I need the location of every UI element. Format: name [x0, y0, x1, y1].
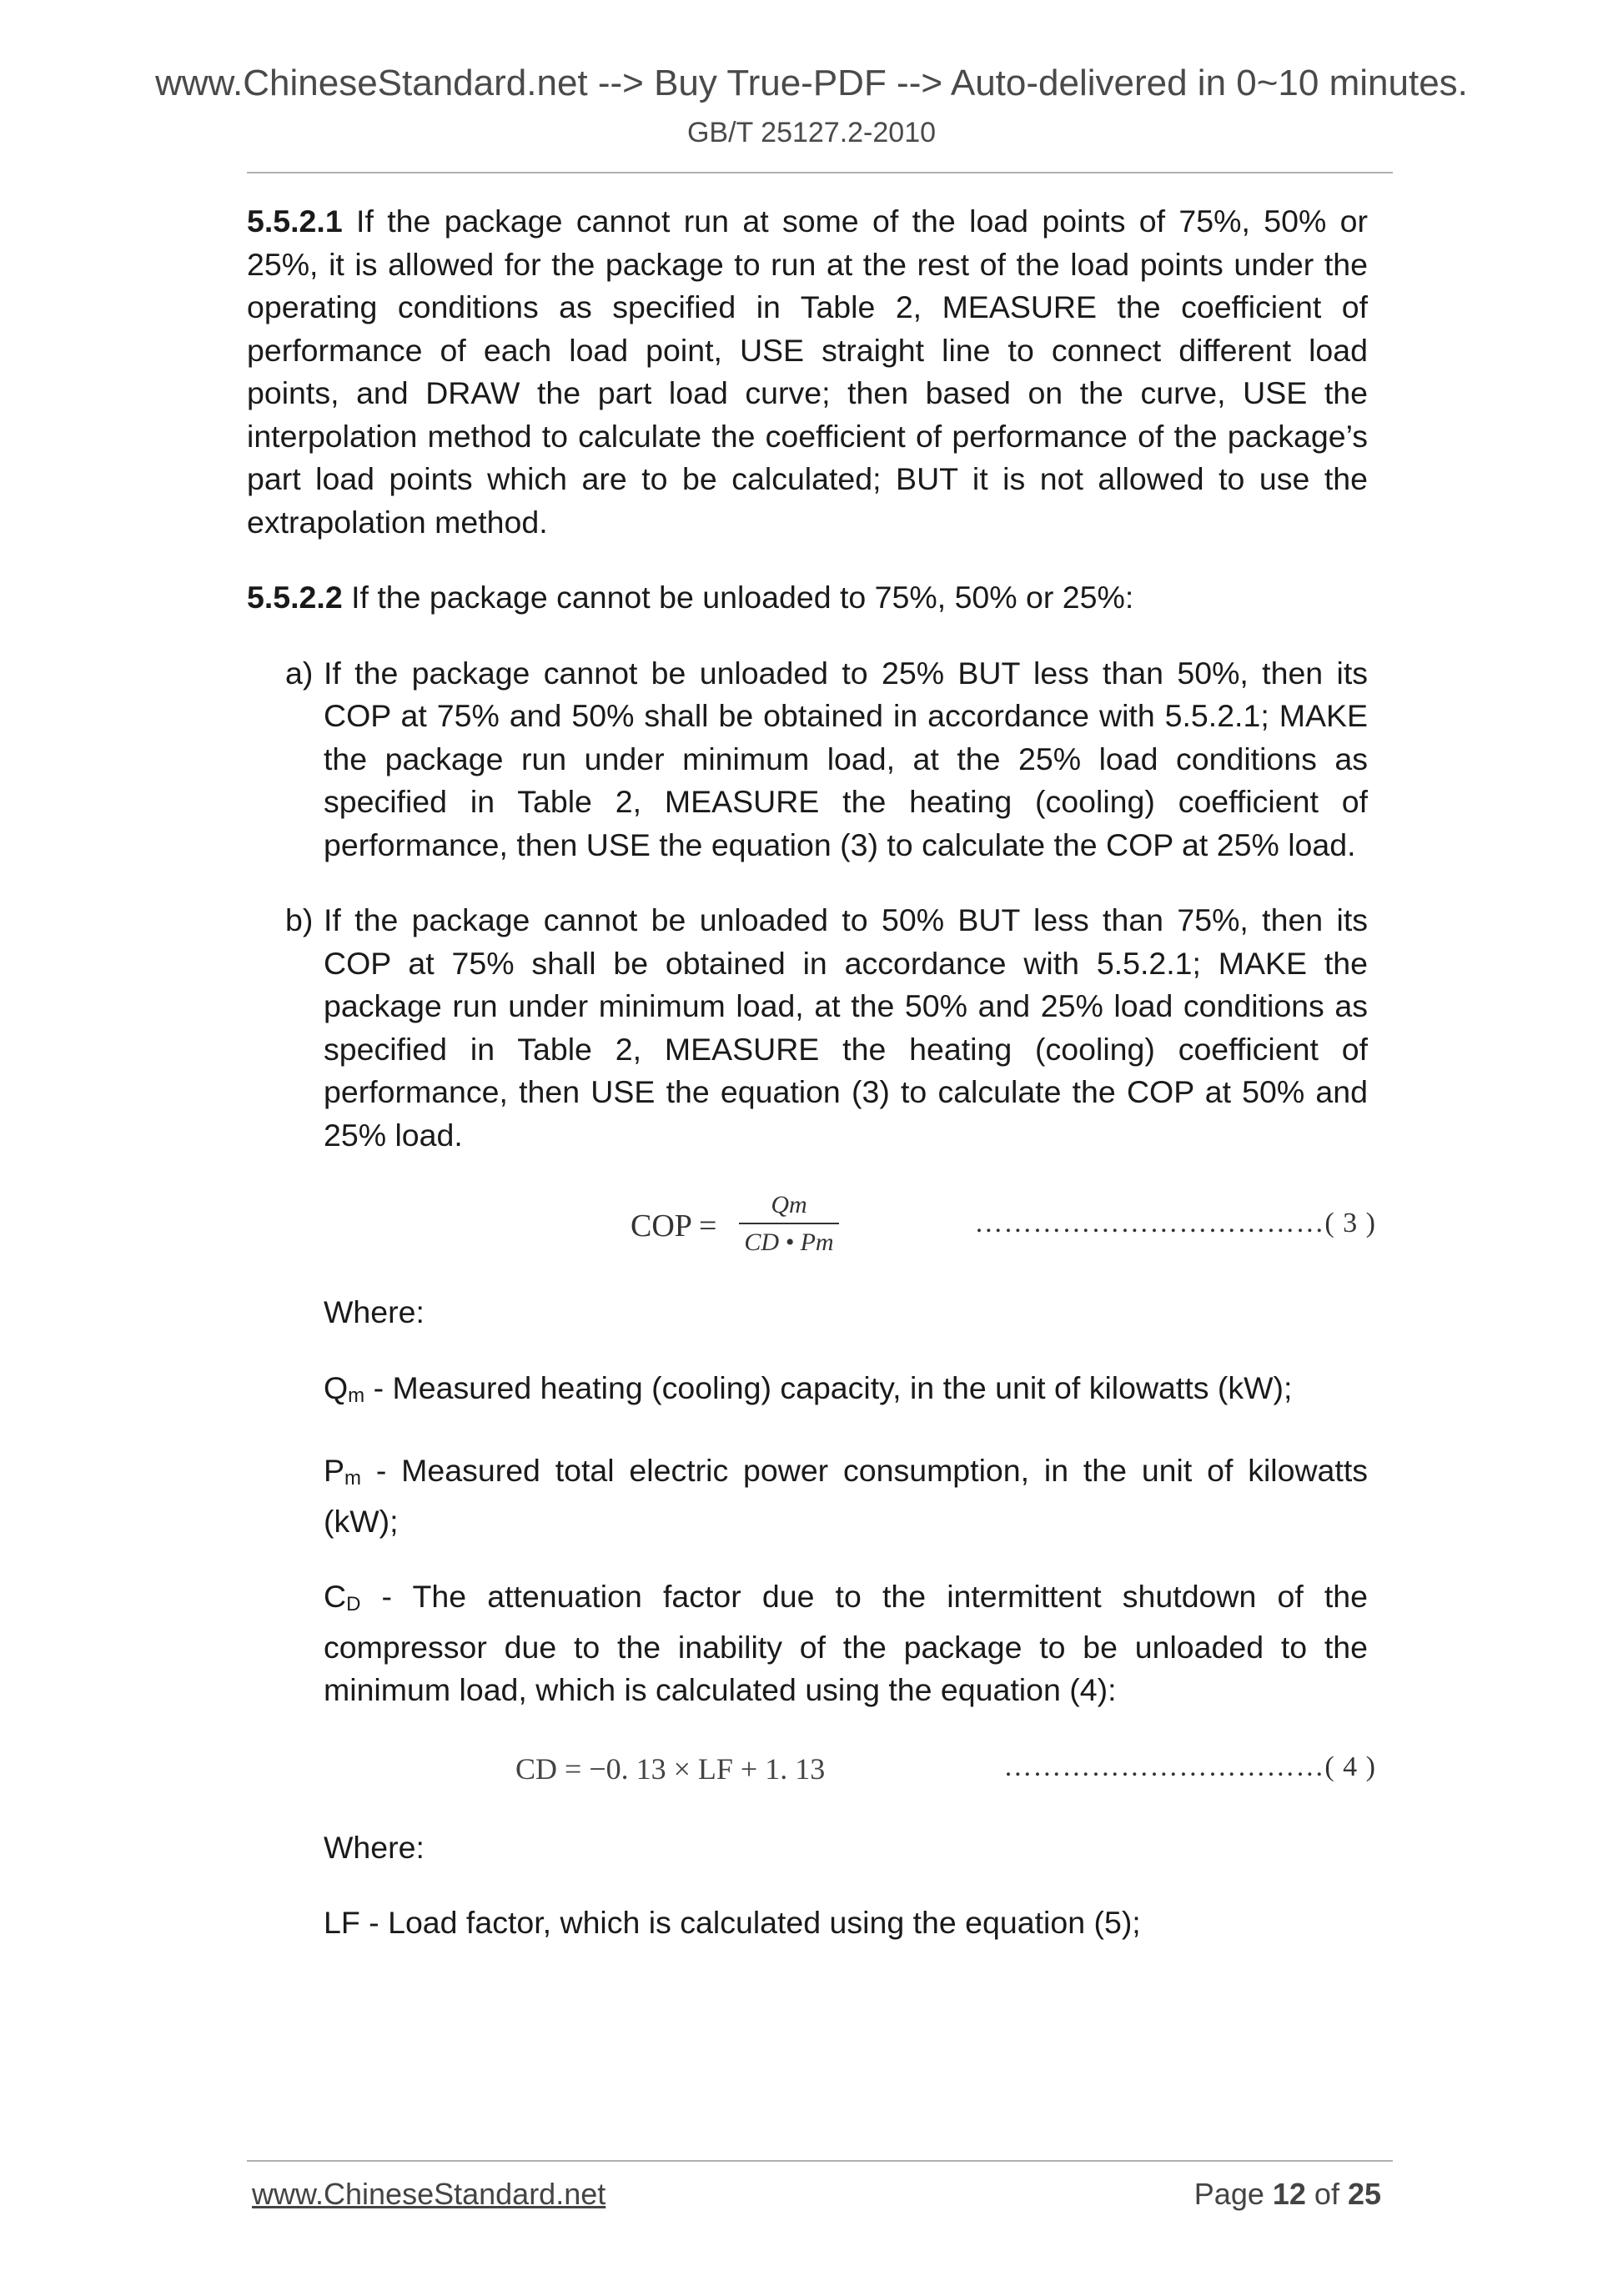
list-marker: b) — [285, 902, 314, 937]
page-number: 12 — [1272, 2177, 1306, 2211]
definition-qm — [324, 1367, 1368, 1418]
clause-text: If the package cannot run at some of the load points of 75%, 50% or 25%, it is allowed for the package to run at the rest of the load points under the operating conditions as specified in Table 2, MEASURE the coefficient of performance of each load point, USE straight line to connect different load points, and DRAW the part load curve; then based on the curve, USE the interpolation method to calculate the coefficient of performance of the package’s part load points which are to be calculated; BUT it is not allowed to use the extrapolation method. — [247, 203, 1368, 540]
clause-number: 5.5.2.1 — [247, 203, 343, 239]
formula-numerator: Qm — [771, 1191, 807, 1218]
definition-text: - Measured heating (cooling) capacity, in the unit of kilowatts (kW); — [364, 1369, 1293, 1405]
subscript: m — [348, 1384, 365, 1407]
where-label: Where: — [324, 1829, 425, 1865]
footer-site-link[interactable]: www.ChineseStandard.net — [252, 2177, 606, 2211]
list-item-b — [247, 899, 1368, 1157]
clause-5521 — [247, 200, 1368, 544]
list-marker: a) — [285, 655, 314, 691]
symbol: Q — [324, 1369, 349, 1405]
list-item-a — [247, 652, 1368, 867]
definition-lf: LF - Load factor, which is calculated using the equation (5); — [324, 1905, 1141, 1940]
subscript: m — [344, 1467, 362, 1490]
footer-divider — [247, 2160, 1393, 2162]
page-total: 25 — [1347, 2177, 1381, 2211]
definition-pm — [324, 1449, 1368, 1543]
formula-lhs: COP = — [631, 1208, 717, 1243]
page-prefix: Page — [1193, 2177, 1273, 2211]
page-content — [247, 200, 1376, 1977]
symbol: P — [324, 1453, 345, 1488]
fraction-bar — [739, 1223, 839, 1224]
list-text: If the package cannot be unloaded to 25% BUT less than 50%, then its COP at 75% and 50% shall be obtained in accordance with 5.5.2.1; MAKE the package run under minimum load, at the 25% load conditions as specified in Table 2, MEASURE the heating (cooling) coefficient of performance, then USE the equation (3) to calculate the COP at 25% load. — [324, 655, 1368, 862]
header-divider — [247, 172, 1393, 173]
subscript: D — [346, 1593, 361, 1615]
cd-formula: CD = −0. 13 × LF + 1. 13 — [515, 1751, 826, 1786]
formula-denominator: CD • Pm — [744, 1228, 834, 1256]
definition-text: - Measured total electric power consumption, in the unit of kilowatts (kW); — [324, 1453, 1368, 1539]
equation-number — [974, 1208, 1376, 1239]
symbol: C — [324, 1579, 347, 1614]
definition-cd — [324, 1575, 1368, 1712]
definition-text: - The attenuation factor due to the intermittent shutdown of the compressor due to the inability of the package to be unloaded to the minimum load, which is calculated using the equation (4): — [324, 1579, 1368, 1707]
clause-5522 — [247, 576, 1368, 620]
header-banner[interactable]: www.ChineseStandard.net --> Buy True-PDF --> Auto-delivered in 0~10 minutes. — [155, 63, 1468, 103]
equation-label: ( 4 ) — [1324, 1751, 1376, 1782]
equation-3 — [247, 1189, 1376, 1266]
standard-code: GB/T 25127.2-2010 — [686, 117, 937, 148]
equation-4 — [247, 1745, 1376, 1795]
equation-label: ( 3 ) — [1324, 1208, 1376, 1238]
where-label: Where: — [324, 1294, 425, 1329]
list-text: If the package cannot be unloaded to 50% BUT less than 75%, then its COP at 75% shall be obtained in accordance with 5.5.2.1; MAKE the package run under minimum load, at the 50% and 25% load conditions as specified in Table 2, MEASURE the heating (cooling) coefficient of performance, then USE the equation (3) to calculate the COP at 50% and 25% load. — [324, 902, 1368, 1153]
clause-text: If the package cannot be unloaded to 75%, 50% or 25%: — [342, 580, 1134, 615]
cop-formula — [631, 1189, 881, 1266]
clause-number: 5.5.2.2 — [247, 580, 343, 615]
equation-number — [1003, 1751, 1376, 1783]
page-indicator — [1194, 2177, 1381, 2212]
leader-dots: …………………………… — [1003, 1751, 1325, 1782]
page-of: of — [1305, 2177, 1348, 2211]
leader-dots: ……………………………… — [974, 1208, 1325, 1238]
formula-fraction — [739, 1189, 839, 1259]
